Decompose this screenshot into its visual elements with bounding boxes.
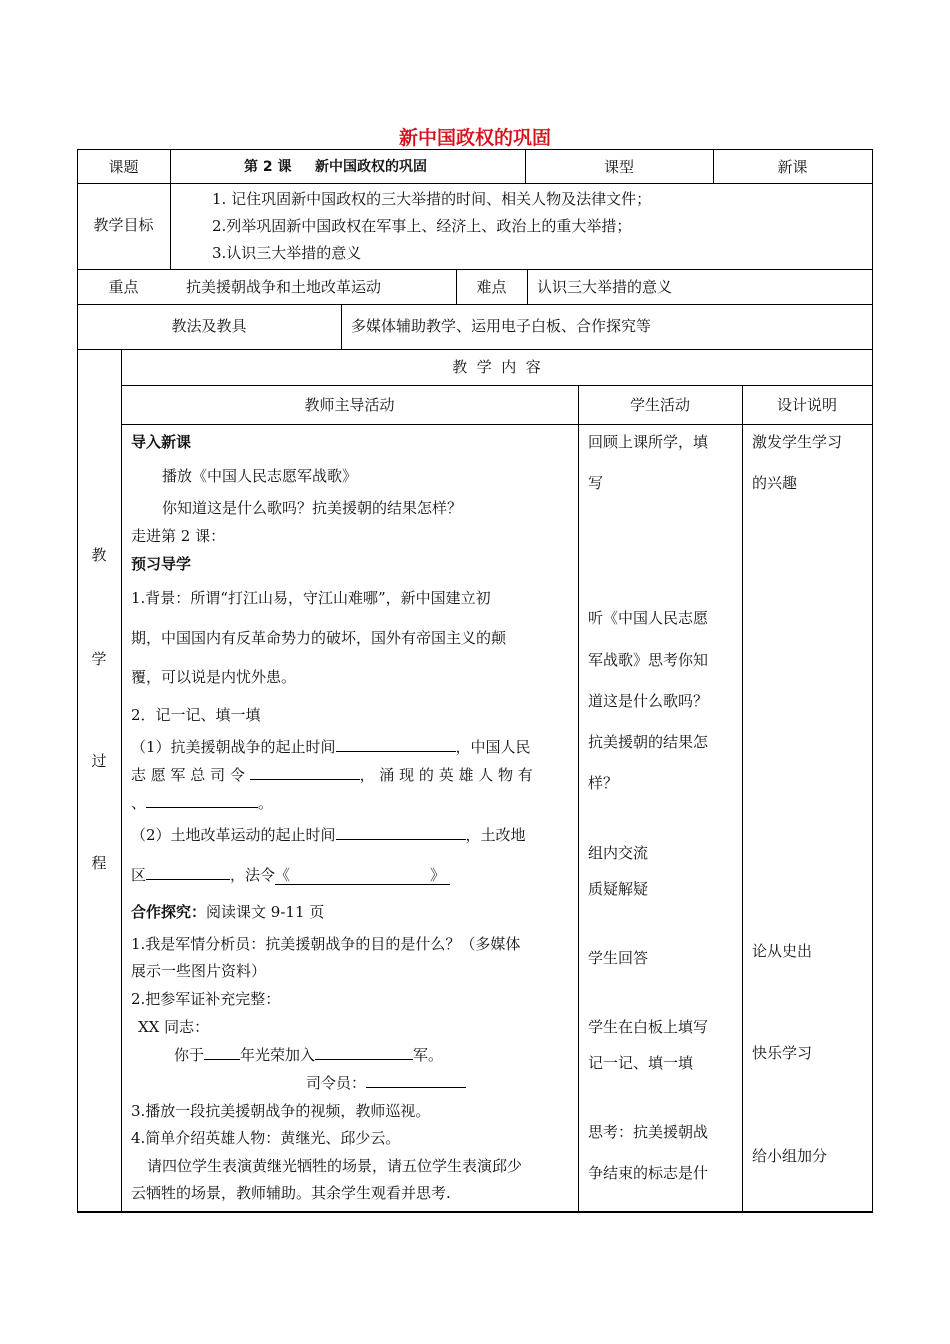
blank-field[interactable] [336,736,456,752]
blank-field[interactable] [315,1044,413,1060]
text-line: 写 [588,474,604,492]
text-line: 期，中国国内有反革命势力的破坏，国外有帝国主义的颠 [131,629,507,647]
text-line: 覆，可以说是内忧外患。 [131,668,297,686]
key-point-value: 抗美援朝战争和土地改革运动 [186,278,382,296]
text-line: 思考：抗美援朝战 [588,1123,709,1141]
blank-field[interactable] [336,824,466,840]
page-title: 新中国政权的巩固 [398,127,551,149]
blank-field[interactable] [366,1072,466,1088]
text-line: 军战歌》思考你知 [588,651,709,669]
goal-item: 1. 记住巩固新中国政权的三大举措的时间、相关人物及法律文件； [212,190,652,208]
lesson-number: 第 2 课 [244,159,292,175]
methods-value: 多媒体辅助教学、运用电子白板、合作探究等 [351,317,652,335]
text-line: 走进第 2 课： [131,527,226,545]
text-line: 听《中国人民志愿 [588,609,709,627]
fill-heading: 2．记一记、填一填 [131,706,261,724]
blank-field[interactable] [146,792,258,808]
difficult-point-value: 认识三大举措的意义 [537,278,673,296]
col-student-header: 学生活动 [629,396,690,414]
goal-item: 3.认识三大举措的意义 [212,244,362,262]
text-line: 争结束的标志是什 [588,1164,709,1182]
fill-line-4: （2）土地改革运动的起止时间 ，土改地 [131,826,526,844]
text-line: 抗美援朝的结果怎 [588,733,709,751]
law-blank[interactable]: 《 》 [275,866,450,885]
text-line: 3.播放一段抗美援朝战争的视频，教师巡视。 [131,1102,431,1120]
text-line: 样？ [588,774,619,792]
text-line: 回顾上课所学，填 [588,433,709,451]
fill-line-3: 、 。 [131,794,274,812]
blank-field[interactable] [250,764,360,780]
fill-line-2: 志 愿 军 总 司 令 ， 涌 现 的 英 雄 人 物 有 [131,766,533,784]
fill-line-1: （1）抗美援朝战争的起止时间 ，中国人民 [131,738,531,756]
text-line: 播放《中国人民志愿军战歌》 [162,467,358,485]
text-line: 学生回答 [588,949,649,967]
text-line: 1.我是军情分析员：抗美援朝战争的目的是什么？（多媒体 [131,935,521,953]
cert-greeting: XX 同志： [138,1018,210,1036]
col-teacher-header: 教师主导活动 [304,396,395,414]
process-char: 教 [91,546,107,564]
content-header: 教 学 内 容 [452,358,541,376]
blank-field[interactable] [146,864,230,880]
goal-item: 2.列举巩固新中国政权在军事上、经济上、政治上的重大举措； [212,217,632,235]
key-point-label: 重点 [108,278,139,296]
preview-heading: 预习导学 [131,555,192,573]
text-line: 快乐学习 [752,1044,813,1062]
text-line: 2.把参军证补充完整： [131,990,281,1008]
text-line: 展示一些图片资料） [131,962,267,980]
coop-line: 合作探究：阅读课文 9-11 页 [131,903,325,921]
text-line: 云牺牲的场景，教师辅助。其余学生观看并思考. [131,1184,451,1202]
methods-label: 教法及教具 [171,317,247,335]
text-line: 学生在白板上填写 [588,1018,709,1036]
intro-heading: 导入新课 [131,433,192,451]
text-line: 记一记、填一填 [588,1054,694,1072]
text-line: 论从史出 [752,942,813,960]
text-line: 请四位学生表演黄继光牺牲的场景，请五位学生表演邱少 [147,1157,523,1175]
blank-field[interactable] [204,1044,240,1060]
text-line: 4.简单介绍英雄人物：黄继光、邱少云。 [131,1129,401,1147]
text-line: 质疑解疑 [588,880,649,898]
text-line: 道这是什么歌吗？ [588,692,709,710]
cert-sign: 司令员： [306,1072,466,1093]
goals-label: 教学目标 [93,216,154,234]
topic-label: 课题 [108,158,139,176]
process-char: 学 [91,650,107,668]
text-line: 激发学生学习 [752,433,843,451]
col-design-header: 设计说明 [776,396,837,414]
type-value: 新课 [777,158,808,176]
type-label: 课型 [603,158,634,176]
fill-line-5: 区 ，法令《 》 [131,864,450,885]
process-char: 程 [91,854,107,872]
lesson-name: 新中国政权的巩固 [315,159,427,175]
text-line: 1.背景：所谓“打江山易，守江山难哪”，新中国建立初 [131,589,491,607]
difficult-point-label: 难点 [476,278,507,296]
text-line: 组内交流 [588,844,649,862]
text-line: 的兴趣 [752,474,798,492]
text-line: 给小组加分 [752,1147,828,1165]
cert-body: 你于 年光荣加入 军。 [174,1046,444,1064]
text-line: 你知道这是什么歌吗？抗美援朝的结果怎样？ [162,499,463,517]
process-char: 过 [91,752,107,770]
